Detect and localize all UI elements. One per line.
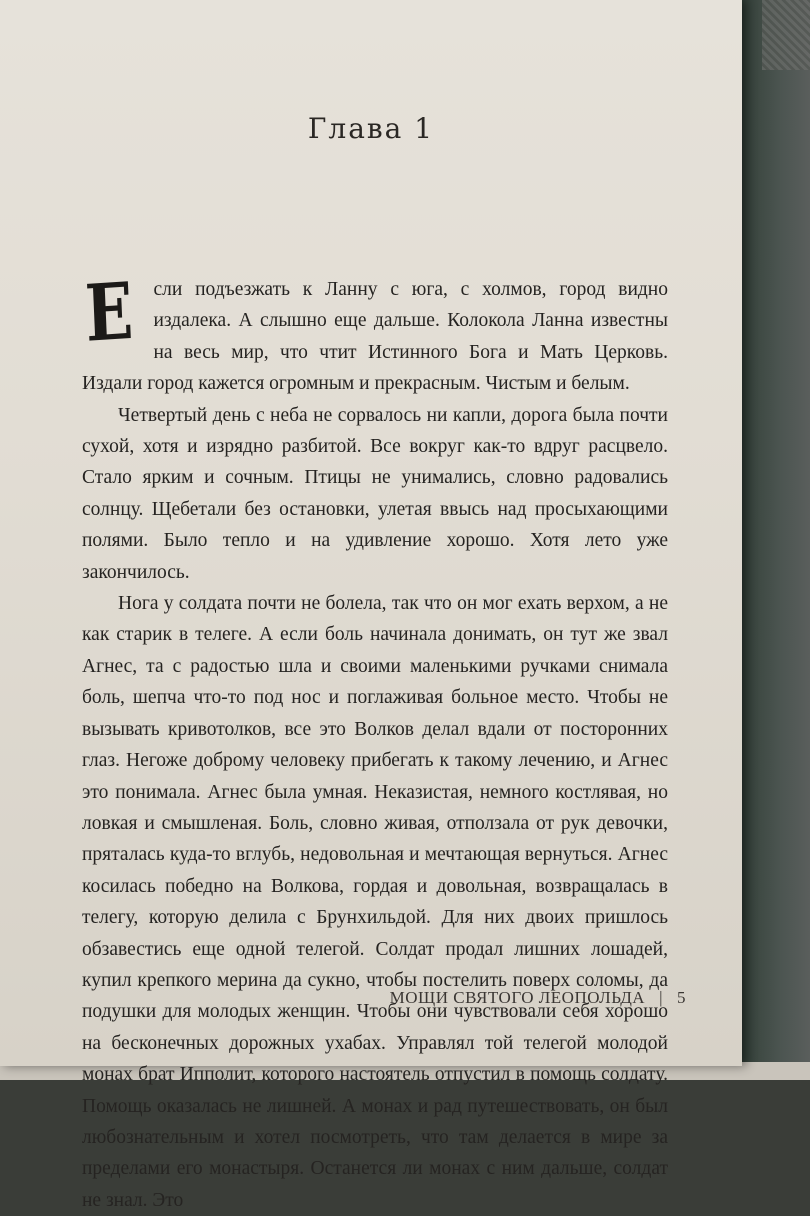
paragraph-1-text: сли подъезжать к Ланну с юга, с холмов, город видно издалека. А слышно еще дальше. Колокола Ланна известны на весь мир, что чтит Истинного Бога и Мать Церковь. Издали город кажется огромным и прекрасным. Чистым и белым.	[82, 279, 668, 395]
footer-separator: |	[659, 988, 663, 1007]
running-title: МОЩИ СВЯТОГО ЛЕОПОЛЬДА	[389, 988, 646, 1007]
page-number: 5	[677, 988, 686, 1007]
paragraph-3: Нога у солдата почти не болела, так что он мог ехать верхом, а не как старик в телеге. А если боль начинала донимать, он тут же звал Агнес, та с радостью шла и своими маленькими ручками снимала боль, шепча что-то под нос и поглаживая больное место. Чтобы не вызывать кривотолков, все это Волков делал вдали от посторонних глаз. Негоже доброму человеку прибегать к такому лечению, и Агнес это понимала. Агнес была умная. Неказистая, немного костлявая, но ловкая и смышленая. Боль, словно живая, отползала от рук девочки, пряталась куда-то вглубь, недовольная и мечтающая вернуться. Агнес косилась победно на Волкова, гордая и довольная, возвращалась в телегу, которую делила с Брунхильдой. Для них двоих пришлось обзавестись еще одной телегой. Солдат продал лишних лошадей, купил крепкого мерина да сукно, чтобы постелить поверх соломы, да подушки для молодых женщин. Чтобы они чувствовали себя хорошо на бесконечных дорожных ухабах. Управлял той телегой молодой монах брат Ипполит, которого настоятель отпустил в помощь солдату. Помощь оказалась не лишней. А монах и рад путешествовать, он был любознательным и хотел посмотреть, что там делается в мире за пределами его монастыря. Останется ли монах с ним дальше, солдат не знал. Это	[82, 593, 668, 1211]
paragraph-1	[82, 265, 668, 400]
drop-cap: Е	[83, 265, 135, 360]
paragraph-2: Четвертый день с неба не сорвалось ни капли, дорога была почти сухой, хотя и изрядно разбитой. Все вокруг как-то вдруг расцвело. Стало ярким и сочным. Птицы не унимались, словно радовались солнцу. Щебетали без остановки, улетая ввысь над просыхающими полями. Было тепло и на удивление хорошо. Хотя лето уже закончилось.	[82, 404, 668, 583]
background-fabric	[762, 0, 810, 70]
running-footer	[390, 988, 686, 1008]
chapter-title: Глава 1	[307, 112, 435, 145]
background-surface	[738, 0, 810, 1080]
body-text	[82, 265, 668, 1216]
